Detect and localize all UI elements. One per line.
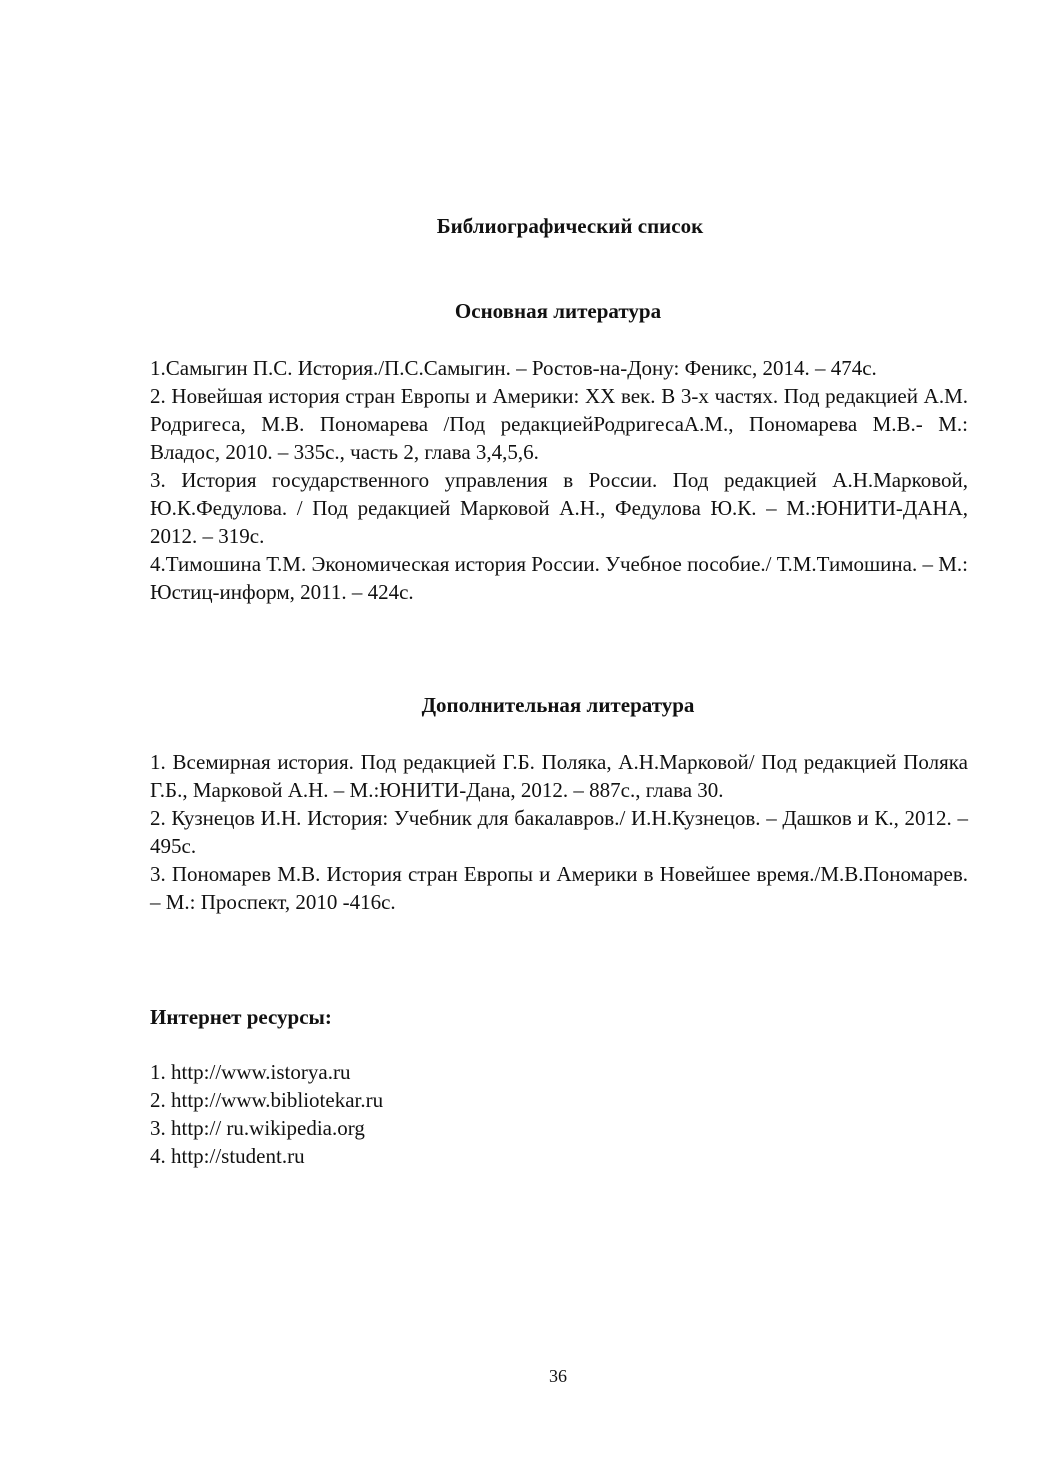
main-literature-entry: 4.Тимошина Т.М. Экономическая история России. Учебное пособие./ Т.М.Тимошина. – М.: Юстиц-информ, 2011. – 424с. bbox=[150, 552, 968, 604]
main-literature-entry: 1.Самыгин П.С. История./П.С.Самыгин. – Ростов-на-Дону: Феникс, 2014. – 474с. bbox=[150, 356, 877, 380]
additional-literature-heading: Дополнительная литература bbox=[421, 693, 695, 717]
internet-resources-list bbox=[150, 1058, 968, 1170]
additional-literature-list bbox=[150, 748, 968, 916]
main-literature-entry: 2. Новейшая история стран Европы и Америки: XX век. В 3-х частях. Под редакцией А.М. Родригеса, М.В. Пономарева /Под редакциейРодригесаА.М., Пономарева М.В.- М.: Владос, 2010. – 335с., часть 2, глава 3,4,5,6. bbox=[150, 384, 968, 464]
additional-literature-entry: 2. Кузнецов И.Н. История: Учебник для бакалавров./ И.Н.Кузнецов. – Дашков и К., 2012. – 495с. bbox=[150, 806, 968, 858]
main-literature-list bbox=[150, 354, 968, 606]
page-number: 36 bbox=[549, 1366, 567, 1386]
internet-resource-link: 4. http://student.ru bbox=[150, 1144, 305, 1168]
additional-literature-entry: 1. Всемирная история. Под редакцией Г.Б. Поляка, А.Н.Марковой/ Под редакцией Поляка Г.Б., Марковой А.Н. – М.:ЮНИТИ-Дана, 2012. – 887с., глава 30. bbox=[150, 750, 968, 802]
internet-resources-heading: Интернет ресурсы: bbox=[150, 1005, 332, 1029]
page-title: Библиографический список bbox=[436, 214, 704, 238]
main-literature-entry: 3. История государственного управления в России. Под редакцией А.Н.Марковой, Ю.К.Федулова. / Под редакцией Марковой А.Н., Федулова Ю.К. – М.:ЮНИТИ-ДАНА, 2012. – 319с. bbox=[150, 468, 968, 548]
internet-resource-link: 3. http:// ru.wikipedia.org bbox=[150, 1116, 365, 1140]
additional-literature-entry: 3. Пономарев М.В. История стран Европы и Америки в Новейшее время./М.В.Пономарев. – М.: Проспект, 2010 -416с. bbox=[150, 862, 968, 914]
internet-resource-link: 1. http://www.istorya.ru bbox=[150, 1060, 351, 1084]
main-literature-heading: Основная литература bbox=[454, 299, 662, 323]
internet-resource-link: 2. http://www.bibliotekar.ru bbox=[150, 1088, 384, 1112]
